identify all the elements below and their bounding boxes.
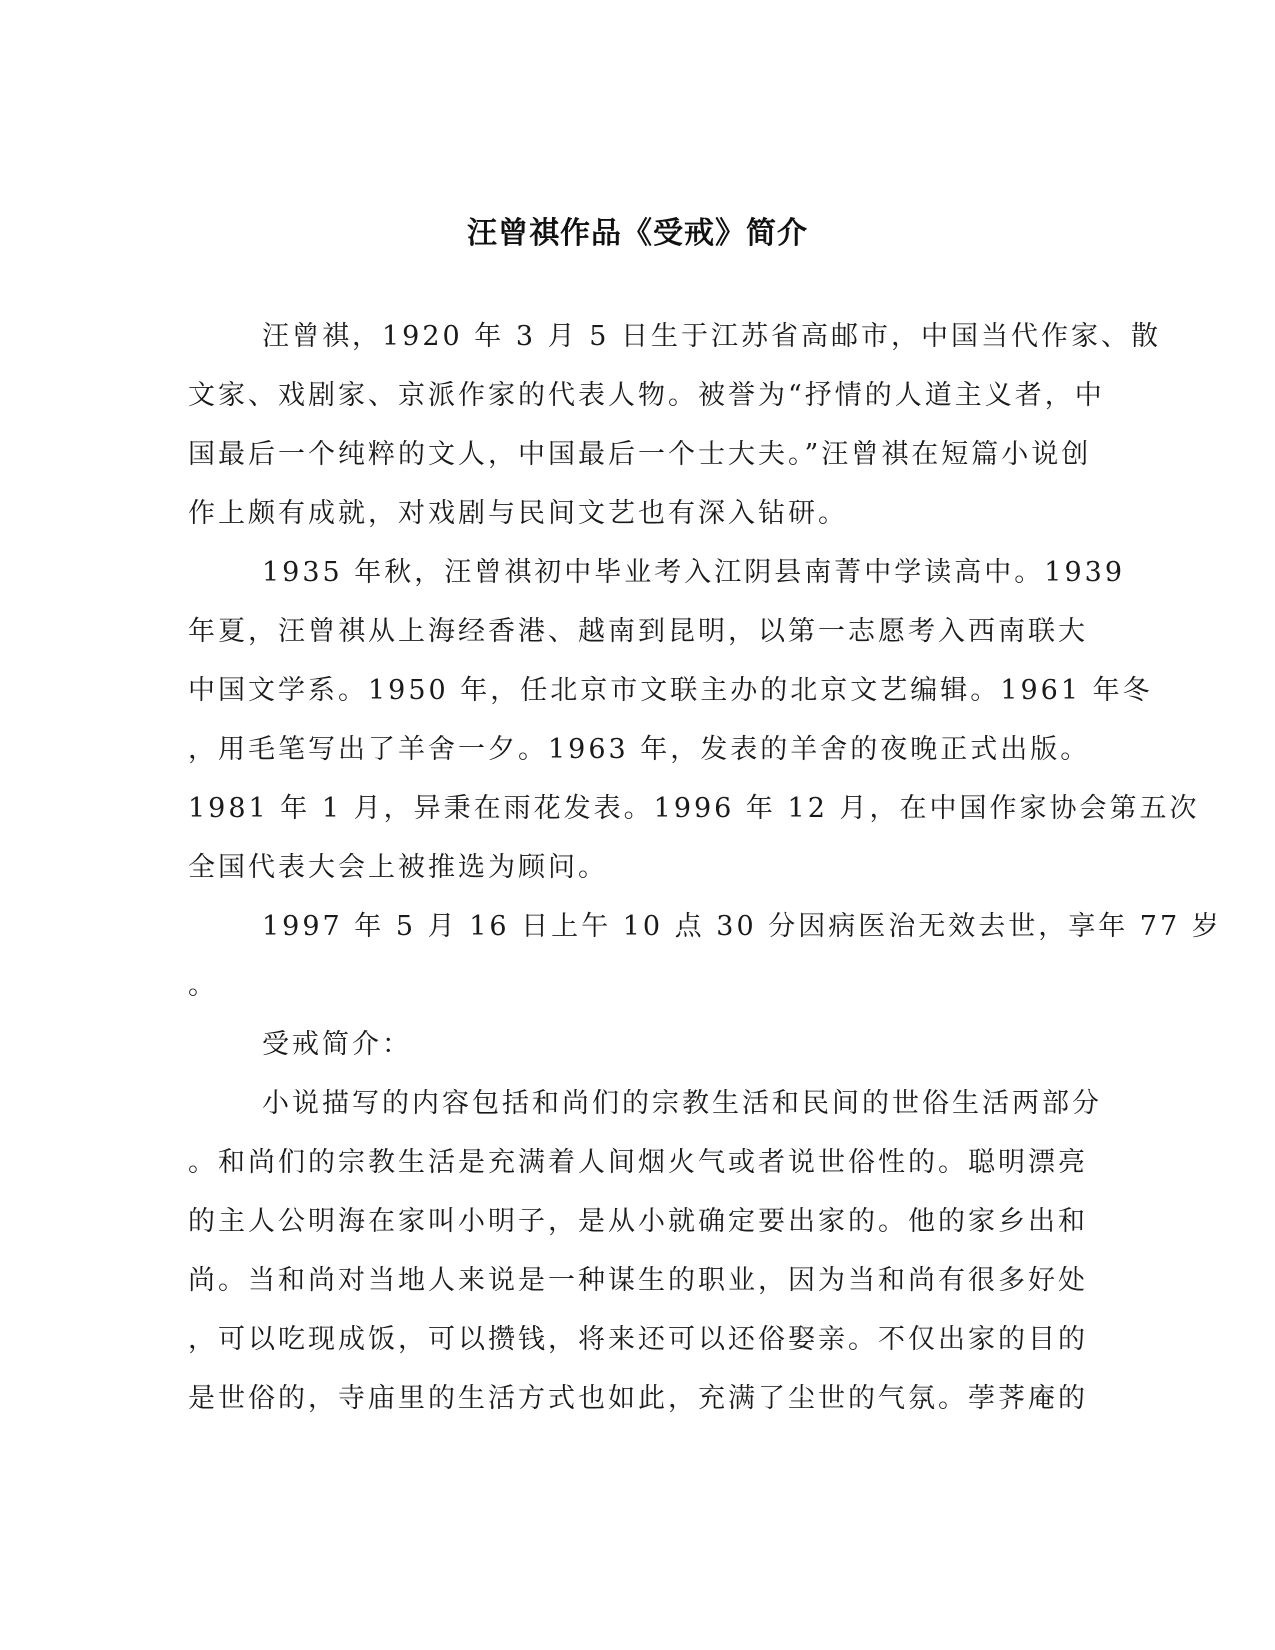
text-line: 。和尚们的宗教生活是充满着人间烟火气或者说世俗性的。聪明漂亮 xyxy=(188,1147,1088,1178)
text-line: 小说描写的内容包括和尚们的宗教生活和民间的世俗生活两部分 xyxy=(262,1088,1102,1119)
text-line: ，用毛笔写出了羊舍一夕。1963 年，发表的羊舍的夜晚正式出版。 xyxy=(188,734,1091,765)
text-line: 文家、戏剧家、京派作家的代表人物。被誉为“抒情的人道主义者，中 xyxy=(188,380,1105,411)
text-line: 1997 年 5 月 16 日上午 10 点 30 分因病医治无效去世，享年 77 岁 xyxy=(262,911,1222,942)
text-line: 全国代表大会上被推选为顾问。 xyxy=(188,852,608,883)
text-line: 。 xyxy=(188,970,218,1001)
text-line: 1981 年 1 月，异秉在雨花发表。1996 年 12 月，在中国作家协会第五次 xyxy=(188,793,1200,824)
text-line: 1935 年秋，汪曾祺初中毕业考入江阴县南菁中学读高中。1939 xyxy=(262,557,1126,588)
page-title: 汪曾祺作品《受戒》简介 xyxy=(467,216,808,251)
text-line: 中国文学系。1950 年，任北京市文联主办的北京文艺编辑。1961 年冬 xyxy=(188,675,1153,706)
text-line: 的主人公明海在家叫小明子，是从小就确定要出家的。他的家乡出和 xyxy=(188,1206,1088,1237)
text-line: 国最后一个纯粹的文人，中国最后一个士大夫。”汪曾祺在短篇小说创 xyxy=(188,439,1092,470)
text-line: 汪曾祺，1920 年 3 月 5 日生于江苏省高邮市，中国当代作家、散 xyxy=(262,321,1161,352)
text-line: 作上颇有成就，对戏剧与民间文艺也有深入钻研。 xyxy=(188,498,848,529)
text-line: 尚。当和尚对当地人来说是一种谋生的职业，因为当和尚有很多好处 xyxy=(188,1265,1088,1296)
text-line: 年夏，汪曾祺从上海经香港、越南到昆明，以第一志愿考入西南联大 xyxy=(188,616,1088,647)
text-line: 是世俗的，寺庙里的生活方式也如此，充满了尘世的气氛。荸荠庵的 xyxy=(188,1383,1088,1414)
text-line: ，可以吃现成饭，可以攒钱，将来还可以还俗娶亲。不仅出家的目的 xyxy=(188,1324,1088,1355)
section-heading: 受戒简介： xyxy=(262,1029,412,1060)
